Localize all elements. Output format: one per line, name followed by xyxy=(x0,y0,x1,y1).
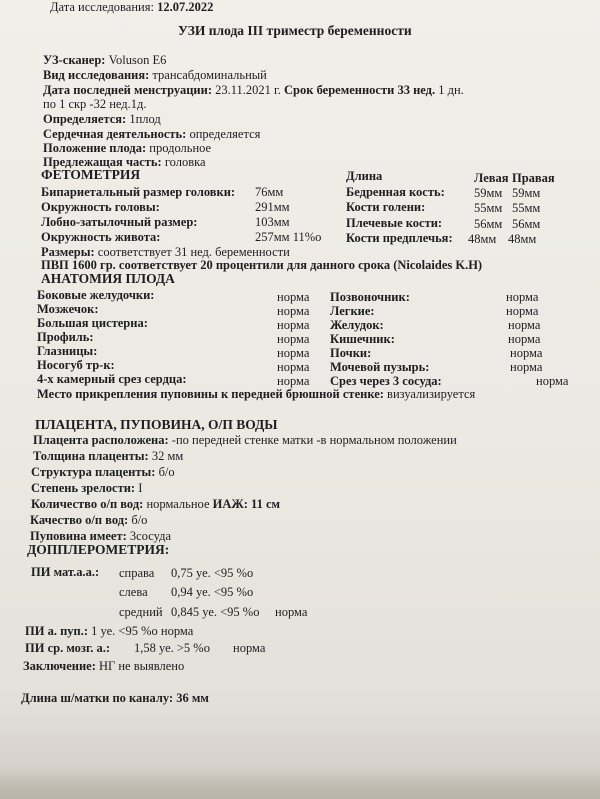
fet-value-2: 103мм xyxy=(255,215,290,229)
placenta-structure-value: б/о xyxy=(158,465,175,479)
detected-label: Определяется: xyxy=(43,112,127,126)
lmp-value: 23.11.2021 г. xyxy=(215,83,281,97)
fet-label-1: Окружность головы: xyxy=(41,200,160,214)
position-value: продольное xyxy=(149,141,212,155)
sizes-value: соответствует 31 нед. беременности xyxy=(97,245,290,259)
pi-brain-norm: норма xyxy=(233,641,266,655)
scanner-line xyxy=(43,53,166,67)
fet-label-0: Бипариетальный размер головки: xyxy=(41,185,236,199)
bone-left-3: 48мм xyxy=(468,232,497,246)
cervix-label: Длина ш/матки по каналу: xyxy=(21,691,174,705)
pi-uterine-label: ПИ мат.а.а.: xyxy=(31,565,100,579)
umbilical-cord-line xyxy=(30,529,171,543)
bone-right-0: 59мм xyxy=(512,186,541,200)
anat-left-label-0: Боковые желудочки: xyxy=(37,288,155,302)
bone-right-3: 48мм xyxy=(508,232,537,246)
exam-type-line xyxy=(43,68,267,82)
amniotic-amount-value: нормальное xyxy=(146,497,210,511)
uterine-right-label: справа xyxy=(119,566,155,580)
col-left: Левая xyxy=(474,171,509,185)
amniotic-quality-value: б/о xyxy=(131,513,148,527)
fetometry-title: ФЕТОМЕТРИЯ xyxy=(41,167,141,182)
cervix-line xyxy=(21,691,209,705)
anat-right-value-5: норма xyxy=(510,360,543,374)
pi-brain-label: ПИ ср. мозг. а.: xyxy=(25,641,110,655)
uterine-mid-label: средний xyxy=(119,605,163,619)
bone-left-1: 55мм xyxy=(474,201,503,215)
bone-label-0: Бедренная кость: xyxy=(346,185,445,199)
exam-date-value: 12.07.2022 xyxy=(157,0,214,14)
conclusion-line xyxy=(23,659,184,673)
placenta-thickness-label: Толщина плаценты: xyxy=(33,449,149,463)
anat-left-value-6: норма xyxy=(277,374,310,388)
placenta-maturity-value: I xyxy=(138,481,143,495)
conclusion-value: НГ не выявлено xyxy=(98,659,185,673)
cord-attachment-value: визуализируется xyxy=(387,387,476,401)
col-length: Длина xyxy=(346,169,383,183)
uterine-right-value: 0,75 уе. <95 %о xyxy=(171,566,254,580)
anat-left-value-5: норма xyxy=(277,360,310,374)
exam-type-value: трансабдоминальный xyxy=(152,68,267,82)
fet-value-3: 257мм 11%о xyxy=(255,230,322,244)
bone-label-1: Кости голени: xyxy=(346,200,426,214)
lmp-line xyxy=(43,83,464,97)
cervix-value: 36 мм xyxy=(176,691,209,705)
exam-date xyxy=(50,0,213,14)
bone-right-2: 56мм xyxy=(512,217,541,231)
anat-right-label-0: Позвоночник: xyxy=(330,290,410,304)
anat-left-value-4: норма xyxy=(277,346,310,360)
anat-left-label-4: Глазницы: xyxy=(37,344,98,358)
anat-right-value-0: норма xyxy=(506,290,539,304)
bone-label-2: Плечевые кости: xyxy=(346,216,443,230)
fet-value-1: 291мм xyxy=(255,200,290,214)
amniotic-quality-label: Качество о/п вод: xyxy=(30,513,129,527)
fet-label-2: Лобно-затылочный размер: xyxy=(41,215,198,229)
anat-right-label-4: Почки: xyxy=(330,346,372,360)
exam-type-label: Вид исследования: xyxy=(43,68,150,82)
placenta-title: ПЛАЦЕНТА, ПУПОВИНА, О/П ВОДЫ xyxy=(35,417,278,432)
anat-left-label-2: Большая цистерна: xyxy=(37,316,148,330)
anat-left-label-6: 4-х камерный срез сердца: xyxy=(37,372,187,386)
amniotic-quality-line xyxy=(30,513,147,527)
anat-left-value-0: норма xyxy=(277,290,310,304)
anat-right-value-3: норма xyxy=(508,332,541,346)
pi-brain-value: 1,58 уе. >5 %о xyxy=(134,641,210,655)
placenta-location-value: -по передней стенке матки -в нормальном положении xyxy=(171,433,457,447)
bone-left-2: 56мм xyxy=(474,217,503,231)
umbilical-cord-label: Пуповина имеет: xyxy=(30,529,127,543)
uterine-left-value: 0,94 уе. <95 %о xyxy=(171,585,254,599)
position-label: Положение плода: xyxy=(43,141,147,155)
scanner-label: УЗ-сканер: xyxy=(43,53,106,67)
anat-left-label-5: Носогуб тр-к: xyxy=(37,358,115,372)
anat-right-label-2: Желудок: xyxy=(330,318,384,332)
anat-right-label-5: Мочевой пузырь: xyxy=(330,360,430,374)
bone-label-3: Кости предплечья: xyxy=(346,231,453,245)
weight-line: ПВП 1600 гр. соответствует 20 процентили для данного срока (Nicolaides K.H) xyxy=(41,258,483,272)
anat-right-value-1: норма xyxy=(506,304,539,318)
placenta-location-line xyxy=(33,433,457,447)
cord-attachment-label: Место прикрепления пуповины к передней брюшной стенке: xyxy=(37,387,384,401)
iaj-label: ИАЖ: xyxy=(212,497,248,511)
anat-right-label-1: Легкие: xyxy=(330,304,375,318)
pi-umbilical-label: ПИ а. пуп.: xyxy=(25,624,89,638)
doppler-title: ДОППЛЕРОМЕТРИЯ: xyxy=(27,542,170,557)
cord-attachment-line xyxy=(37,387,475,401)
term-label: Срок беременности xyxy=(284,83,395,97)
anatomy-title: АНАТОМИЯ ПЛОДА xyxy=(41,271,175,286)
anat-left-label-1: Мозжечок: xyxy=(37,302,99,316)
anat-left-value-1: норма xyxy=(277,304,310,318)
exam-date-label: Дата исследования: xyxy=(50,0,154,14)
placenta-structure-line xyxy=(31,465,175,479)
heart-line xyxy=(43,127,260,141)
anat-left-value-2: норма xyxy=(277,318,310,332)
lmp-label: Дата последней менструации: xyxy=(43,83,212,97)
conclusion-label: Заключение: xyxy=(23,659,96,673)
uterine-mid-value: 0,845 уе. <95 %о xyxy=(171,605,260,619)
bone-right-1: 55мм xyxy=(512,201,541,215)
screening-line: по 1 скр -32 нед.1д. xyxy=(43,97,147,111)
uterine-mid-norm: норма xyxy=(275,605,308,619)
pi-umbilical-line xyxy=(25,624,193,638)
term-weeks: 33 нед. xyxy=(397,83,436,97)
col-right: Правая xyxy=(512,171,555,185)
page-shadow xyxy=(0,769,600,799)
placenta-maturity-line xyxy=(31,481,142,495)
placenta-structure-label: Структура плаценты: xyxy=(31,465,156,479)
term-days: 1 дн. xyxy=(438,83,464,97)
pi-umbilical-value: 1 уе. <95 %о xyxy=(91,624,158,638)
heart-value: определяется xyxy=(189,127,261,141)
scanner-value: Voluson E6 xyxy=(108,53,167,67)
sizes-line xyxy=(41,245,290,259)
amniotic-amount-label: Количество о/п вод: xyxy=(31,497,144,511)
anat-left-value-3: норма xyxy=(277,332,310,346)
umbilical-cord-value: 3сосуда xyxy=(129,529,172,543)
anat-right-value-6: норма xyxy=(536,374,569,388)
anat-left-label-3: Профиль: xyxy=(37,330,94,344)
placenta-maturity-label: Степень зрелости: xyxy=(31,481,136,495)
fet-label-3: Окружность живота: xyxy=(41,230,161,244)
placenta-thickness-line xyxy=(33,449,183,463)
position-line xyxy=(43,141,211,155)
sizes-label: Размеры: xyxy=(41,245,95,259)
anat-right-label-6: Срез через 3 сосуда: xyxy=(330,374,442,388)
heart-label: Сердечная деятельность: xyxy=(43,127,187,141)
amniotic-amount-line xyxy=(31,497,280,511)
detected-value: 1плод xyxy=(129,112,161,126)
presenting-value: головка xyxy=(164,155,206,169)
presenting-label: Предлежащая часть: xyxy=(43,155,162,169)
document-title: УЗИ плода III триместр беременности xyxy=(178,23,412,38)
anat-right-value-4: норма xyxy=(510,346,543,360)
placenta-thickness-value: 32 мм xyxy=(151,449,184,463)
uterine-left-label: слева xyxy=(119,585,148,599)
pi-umbilical-norm: норма xyxy=(160,624,194,638)
iaj-value: 11 см xyxy=(251,497,281,511)
anat-right-label-3: Кишечник: xyxy=(330,332,395,346)
detected-line xyxy=(43,112,161,126)
placenta-location-label: Плацента расположена: xyxy=(33,433,169,447)
fet-value-0: 76мм xyxy=(255,185,284,199)
bone-left-0: 59мм xyxy=(474,186,503,200)
anat-right-value-2: норма xyxy=(508,318,541,332)
